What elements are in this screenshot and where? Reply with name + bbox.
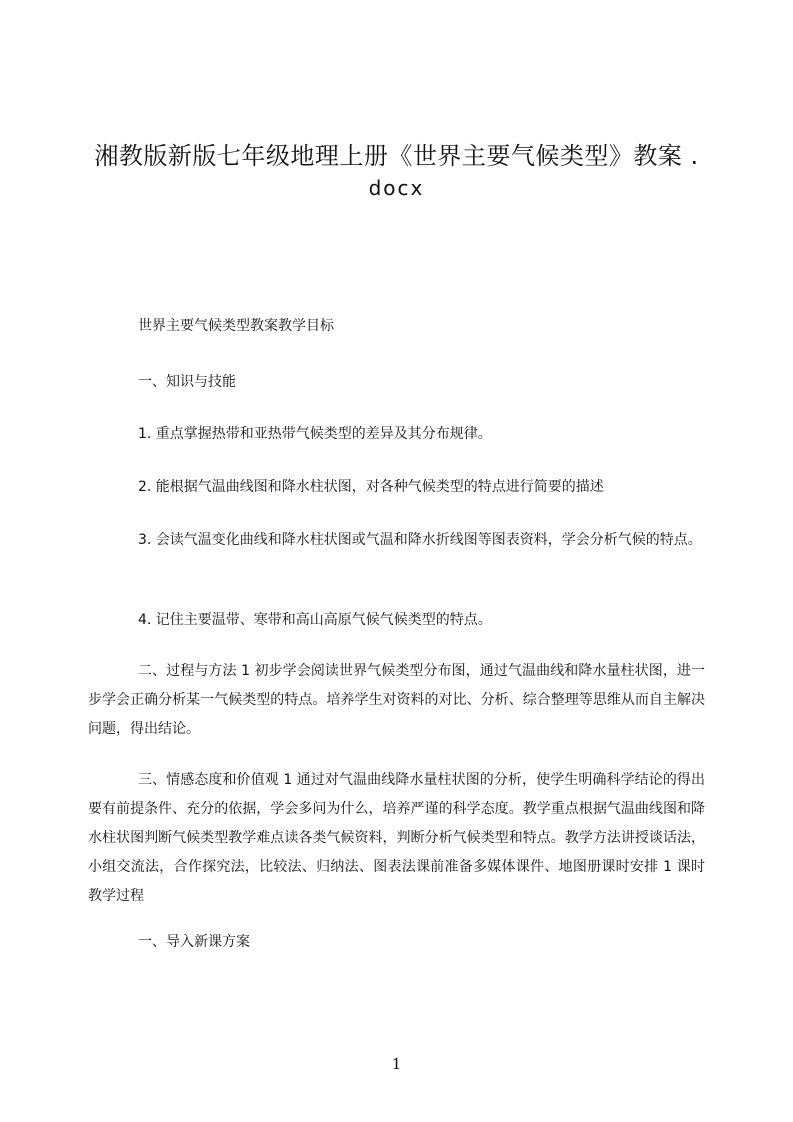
paragraph-attitude-values: 三、情感态度和价值观 1 通过对气温曲线降水量柱状图的分析，使学生明确科学结论的得出要有前提条件、充分的依据，学会多问为什么，培养严谨的科学态度。教学重点根据气温曲线图和降水柱状图判断气候类型教学难点读各类气候资料，判断分析气候类型和特点。教学方法讲授谈话法，小组交流法，合作探究法，比较法、归纳法、图表法课前准备多媒体课件、地图册课时安排 1 课时教学过程 — [88, 772, 705, 904]
paragraph-point-2: 2. 能根据气温曲线图和降水柱状图，对各种气候类型的特点进行简要的描述 — [138, 479, 604, 495]
paragraph-point-1: 1. 重点掌握热带和亚热带气候类型的差异及其分布规律。 — [138, 426, 492, 442]
title-line-main: 湘教版新版七年级地理上册《世界主要气候类型》教案 . — [94, 142, 699, 170]
paragraph-intro-heading: 一、导入新课方案 — [138, 934, 250, 950]
document-title — [80, 140, 713, 204]
paragraph-point-4: 4. 记住主要温带、寒带和高山高原气候气候类型的特点。 — [138, 612, 492, 628]
page-number: 1 — [391, 1055, 402, 1073]
paragraph-knowledge-skills-heading: 一、知识与技能 — [138, 374, 236, 390]
paragraph-process-methods: 二、过程与方法 1 初步学会阅读世界气候类型分布图，通过气温曲线和降水量柱状图，进一步学会正确分析某一气候类型的特点。培养学生对资料的对比、分析、综合整理等思维从而自主解决问题，得出结论。 — [88, 663, 705, 737]
paragraph-objectives-heading: 世界主要气候类型教案教学目标 — [138, 318, 334, 334]
title-line-extension: docx — [368, 176, 425, 200]
paragraph-point-3: 3. 会读气温变化曲线和降水柱状图或气温和降水折线图等图表资料，学会分析气候的特点。 — [138, 532, 702, 548]
